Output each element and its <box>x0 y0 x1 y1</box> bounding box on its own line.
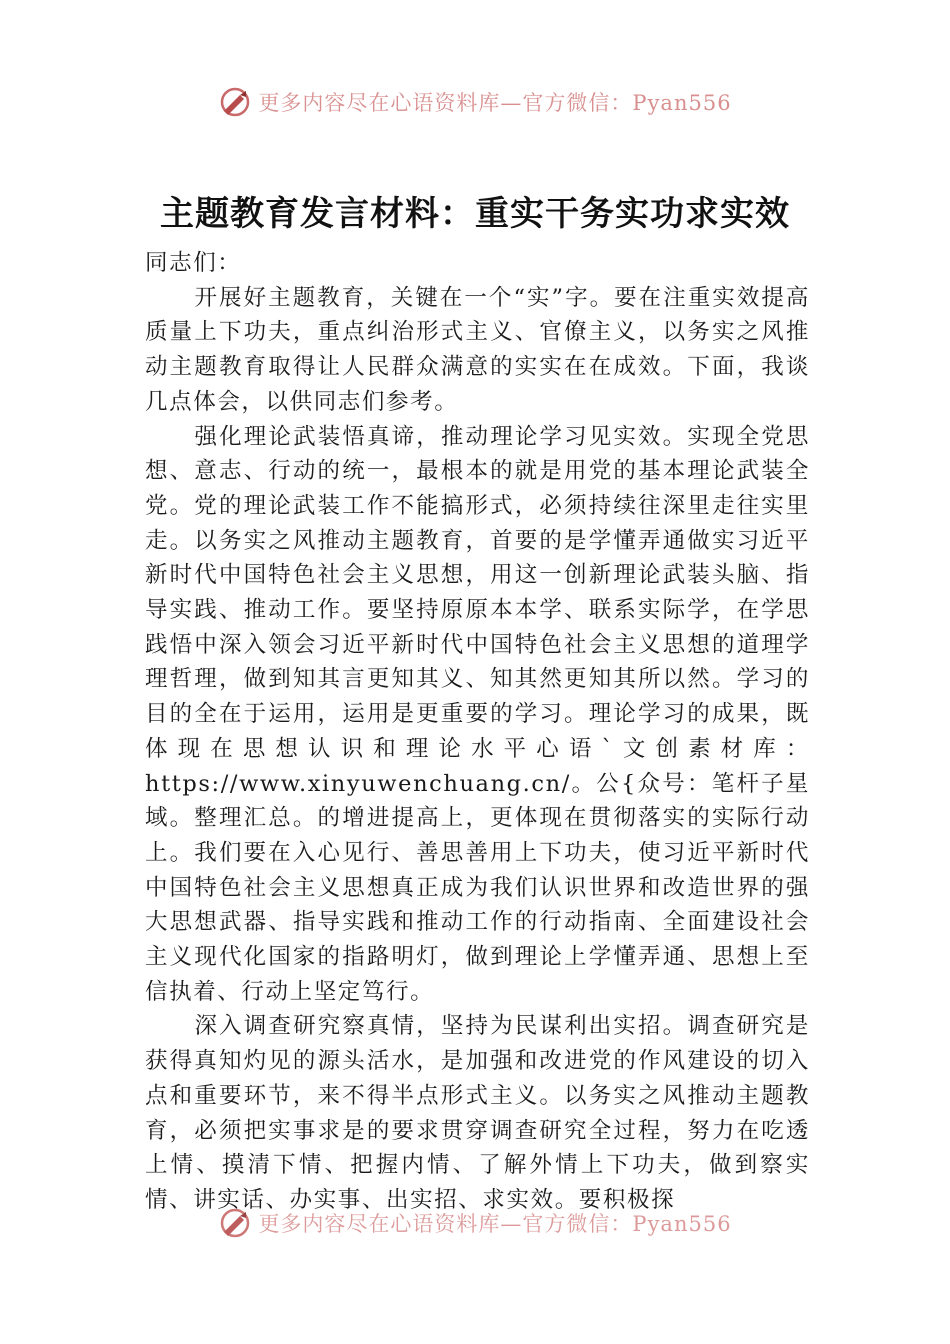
footer-watermark <box>0 1203 950 1243</box>
paragraph-intro: 开展好主题教育，关键在一个“实”字。要在注重实效提高质量上下功夫，重点纠治形式主义、官僚主义，以务实之风推动主题教育取得让人民群众满意的实实在在成效。下面，我谈几点体会，以供同志们参考。 <box>145 284 810 415</box>
pen-nib-logo-icon <box>218 1206 252 1240</box>
header-watermark <box>0 82 950 122</box>
salutation: 同志们： <box>145 250 242 276</box>
footer-watermark-text: 更多内容尽在心语资料库—官方微信：Pyan556 <box>258 1212 732 1236</box>
pen-nib-logo-icon <box>218 85 252 119</box>
header-watermark-text: 更多内容尽在心语资料库—官方微信：Pyan556 <box>258 91 732 115</box>
document-body <box>145 246 810 1221</box>
document-title: 主题教育发言材料：重实干务实功求实效 <box>160 194 790 234</box>
paragraph-research: 深入调查研究察真情，坚持为民谋利出实招。调查研究是获得真知灼见的源头活水，是加强和改进党的作风建设的切入点和重要环节，来不得半点形式主义。以务实之风推动主题教育，必须把实事求是的要求贯穿调查研究全过程，努力在吃透上情、摸清下情、把握内情、了解外情上下功夫，做到察实情、讲实话、办实事、出实招、求实效。要积极探 <box>145 1013 810 1213</box>
paragraph-theory: 强化理论武装悟真谛，推动理论学习见实效。实现全党思想、意志、行动的统一，最根本的就是用党的基本理论武装全党。党的理论武装工作不能搞形式，必须持续往深里走往实里走。以务实之风推动主题教育，首要的是学懂弄通做实习近平新时代中国特色社会主义思想，用这一创新理论武装头脑、指导实践、推动工作。要坚持原原本本学、联系实际学，在学思践悟中深入领会习近平新时代中国特色社会主义思想的道理学理哲理，做到知其言更知其义、知其然更知其所以然。学习的目的全在于运用，运用是更重要的学习。理论学习的成果，既体现在思想认识和理论水平心语`文创素材库：https://www.xinyuwenchuang.cn/。公{众号：笔杆子星域。整理汇总。的增进提高上，更体现在贯彻落实的实际行动上。我们要在入心见行、善思善用上下功夫，使习近平新时代中国特色社会主义思想真正成为我们认识世界和改造世界的强大思想武器、指导实践和推动工作的行动指南、全面建设社会主义现代化国家的指路明灯，做到理论上学懂弄通、思想上至信执着、行动上坚定笃行。 <box>145 423 810 1005</box>
